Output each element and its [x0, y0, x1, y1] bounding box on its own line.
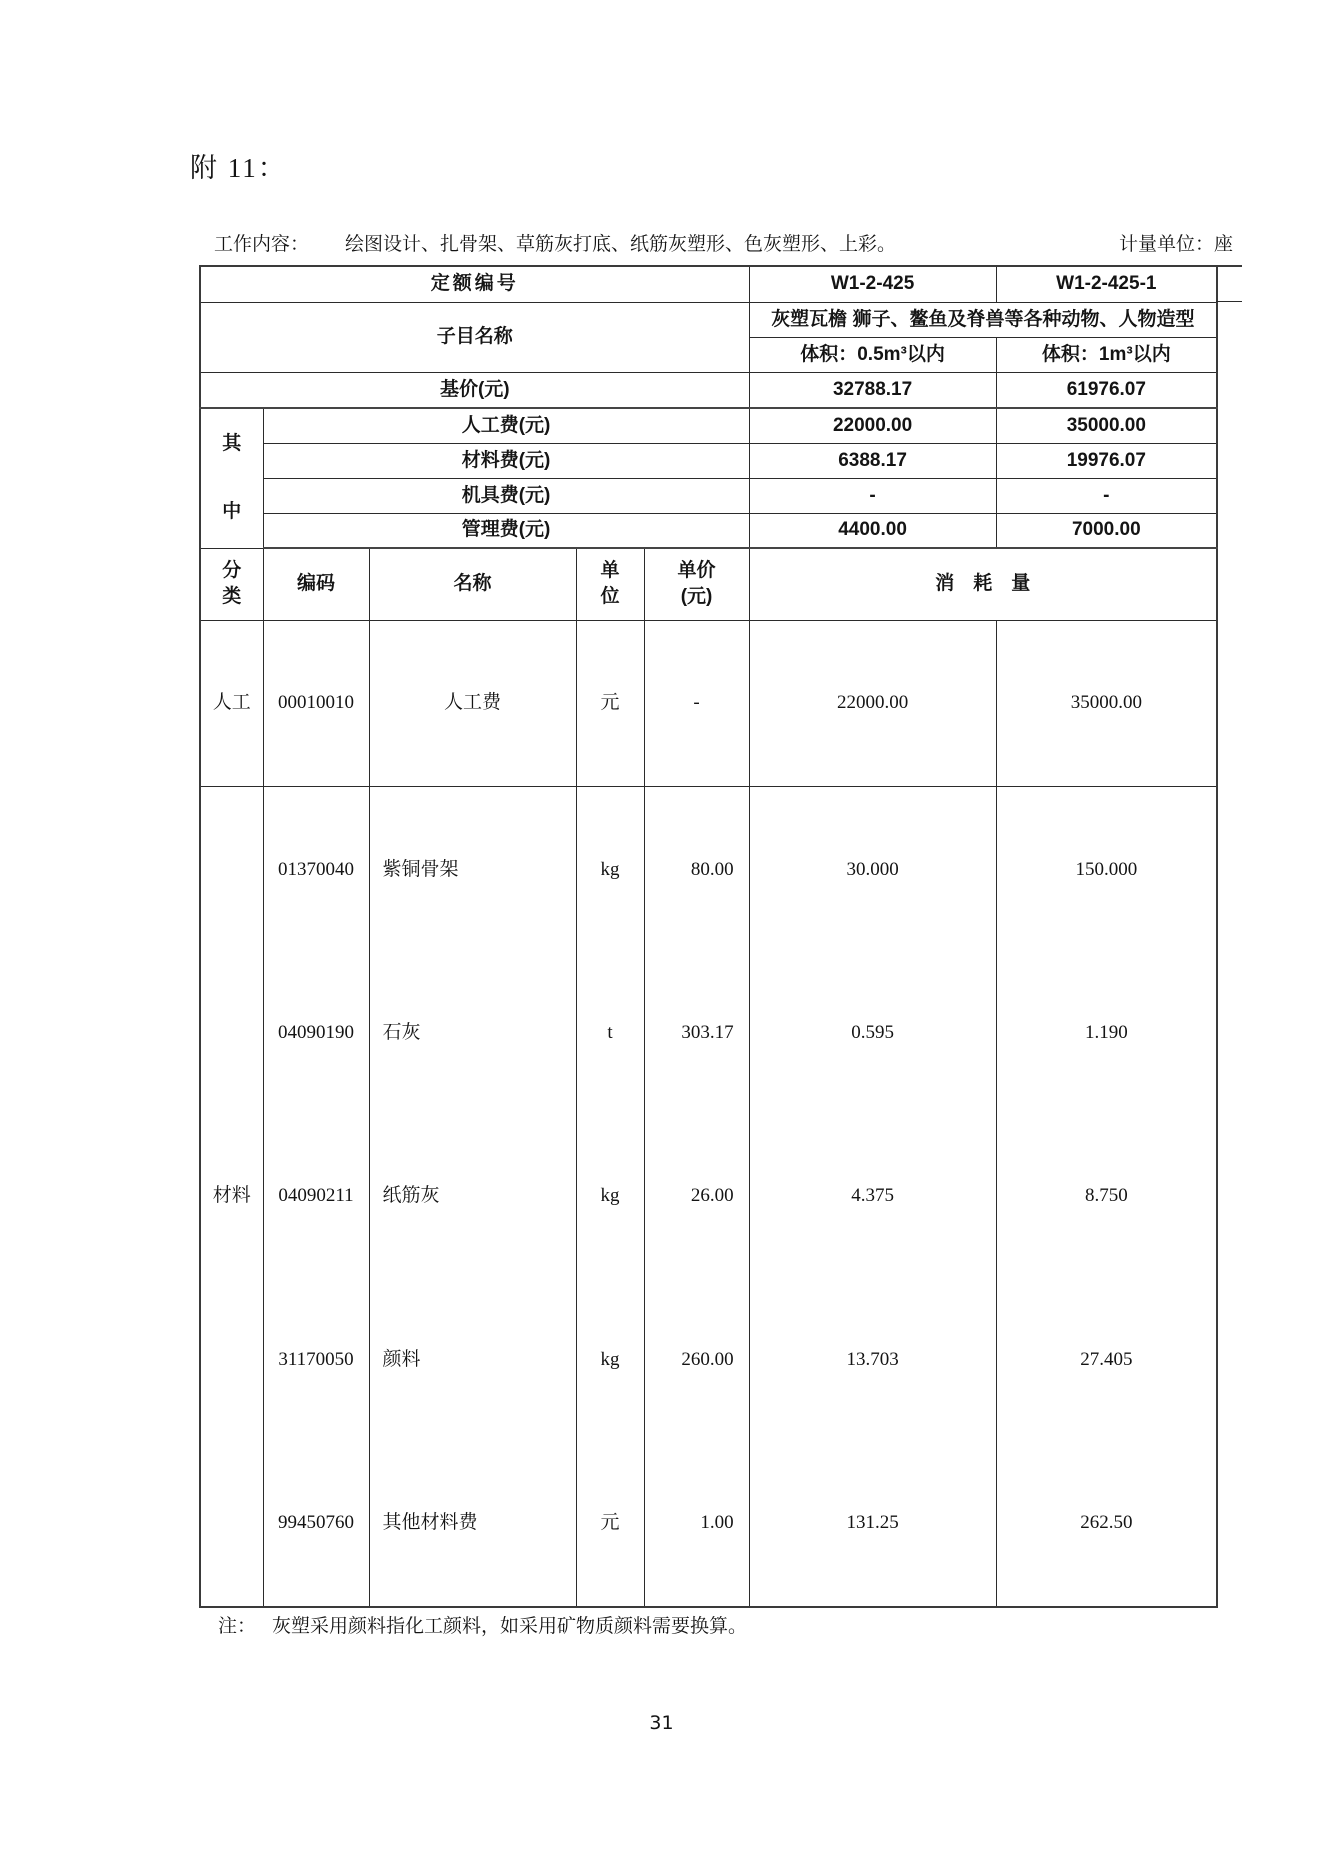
material-price: 260.00 — [681, 1348, 734, 1370]
labor-detail-row — [200, 620, 1217, 786]
material-qty-1: 131.25 — [846, 1512, 899, 1534]
material-qty-1: 30.000 — [846, 858, 899, 880]
material-qty-1: 0.595 — [851, 1021, 894, 1043]
item-spec-1: 体积：0.5m³以内 — [749, 337, 996, 372]
component-value: 6388.17 — [749, 443, 996, 478]
component-label: 管理费(元) — [263, 513, 749, 548]
header-category-line2: 类 — [222, 586, 242, 607]
header-category — [200, 548, 263, 620]
base-price-label: 基价(元) — [200, 372, 749, 408]
among-label-bottom: 中 — [222, 501, 242, 523]
material-name: 颜料 — [382, 1348, 421, 1370]
item-name-label: 子目名称 — [200, 302, 749, 372]
header-code: 编码 — [263, 548, 369, 620]
labor-qty-1: 22000.00 — [749, 620, 996, 786]
material-qty-2: 262.50 — [1080, 1512, 1133, 1534]
header-unit-price — [644, 548, 749, 620]
item-title-row — [200, 302, 1217, 337]
material-code-column — [263, 786, 369, 1607]
header-consumption: 消 耗 量 — [749, 548, 1217, 620]
material-price: 303.17 — [681, 1021, 734, 1043]
material-name-column — [369, 786, 576, 1607]
header-unit — [576, 548, 644, 620]
material-name: 紫铜骨架 — [382, 858, 459, 880]
material-qty-2: 27.405 — [1080, 1348, 1133, 1370]
material-price: 1.00 — [700, 1512, 734, 1534]
material-code: 04090190 — [278, 1021, 354, 1043]
material-code: 31170050 — [278, 1348, 354, 1370]
component-label: 机具费(元) — [263, 478, 749, 513]
header-unit-line2: 位 — [600, 586, 620, 608]
material-name: 纸筋灰 — [382, 1185, 440, 1207]
header-category-line1: 分 — [222, 560, 242, 582]
material-qty-1: 4.375 — [851, 1185, 894, 1207]
component-value: 19976.07 — [996, 443, 1217, 478]
note-label: 注： — [218, 1616, 257, 1637]
component-value: 35000.00 — [996, 408, 1217, 443]
material-qty-2: 150.000 — [1075, 858, 1138, 880]
material-qty-1: 13.703 — [846, 1348, 899, 1370]
work-content-text: 绘图设计、扎骨架、草筋灰打底、纸筋灰塑形、色灰塑形、上彩。 — [345, 234, 897, 255]
material-qty-2: 8.750 — [1084, 1185, 1128, 1207]
detail-header-row — [200, 548, 1217, 620]
quota-code-2: W1-2-425-1 — [996, 266, 1217, 302]
base-price-1: 32788.17 — [749, 372, 996, 408]
table-top-border-overhang — [1216, 265, 1242, 267]
material-unit-column — [576, 786, 644, 1607]
quota-table — [199, 265, 1218, 1608]
work-content-line — [0, 229, 1323, 257]
management-cost-row — [200, 513, 1217, 548]
header-name: 名称 — [369, 548, 576, 620]
quota-code-label: 定额编号 — [200, 266, 749, 302]
header-unit-price-line1: 单价 — [677, 560, 716, 582]
component-label: 材料费(元) — [263, 443, 749, 478]
material-cost-row — [200, 443, 1217, 478]
header-unit-line1: 单 — [600, 560, 620, 582]
among-label-cell — [200, 408, 263, 548]
material-category: 材料 — [200, 786, 263, 1607]
component-value: - — [996, 478, 1217, 513]
material-price-column — [644, 786, 749, 1607]
component-value: - — [749, 478, 996, 513]
material-name: 其他材料费 — [382, 1512, 478, 1534]
material-detail-section — [200, 786, 1217, 1607]
labor-name: 人工费 — [369, 620, 576, 786]
header-unit-price-line2: (元) — [680, 586, 713, 608]
labor-cost-row — [200, 408, 1217, 443]
material-price: 80.00 — [690, 858, 734, 880]
among-label-top: 其 — [222, 433, 242, 455]
attachment-label: 附 11： — [190, 153, 287, 183]
labor-code: 00010010 — [263, 620, 369, 786]
labor-category: 人工 — [200, 620, 263, 786]
page-number: 31 — [649, 1712, 674, 1734]
material-unit: t — [607, 1021, 613, 1043]
labor-qty-2: 35000.00 — [996, 620, 1217, 786]
material-unit: kg — [600, 1348, 620, 1370]
material-code: 04090211 — [278, 1185, 354, 1207]
material-unit: kg — [600, 1185, 620, 1207]
base-price-row — [200, 372, 1217, 408]
material-price: 26.00 — [690, 1185, 734, 1207]
component-label: 人工费(元) — [263, 408, 749, 443]
quota-code-1: W1-2-425 — [749, 266, 996, 302]
material-unit: kg — [600, 858, 620, 880]
material-name: 石灰 — [382, 1021, 421, 1043]
note-text: 灰塑采用颜料指化工颜料，如采用矿物质颜料需要换算。 — [272, 1616, 748, 1637]
component-value: 4400.00 — [749, 513, 996, 548]
quota-code-row — [200, 266, 1217, 302]
machine-cost-row — [200, 478, 1217, 513]
item-spec-2: 体积：1m³以内 — [996, 337, 1217, 372]
material-code: 99450760 — [278, 1512, 354, 1534]
item-title: 灰塑瓦檐 狮子、鳌鱼及脊兽等各种动物、人物造型 — [749, 302, 1217, 337]
material-qty1-column — [749, 786, 996, 1607]
material-qty2-column — [996, 786, 1217, 1607]
base-price-2: 61976.07 — [996, 372, 1217, 408]
material-qty-2: 1.190 — [1084, 1021, 1128, 1043]
table-row1-border-overhang — [1216, 301, 1242, 302]
labor-price: - — [644, 620, 749, 786]
labor-unit: 元 — [576, 620, 644, 786]
component-value: 7000.00 — [996, 513, 1217, 548]
component-value: 22000.00 — [749, 408, 996, 443]
material-unit: 元 — [600, 1512, 620, 1534]
material-code: 01370040 — [278, 858, 354, 880]
measure-unit-label: 计量单位：座 — [1118, 234, 1233, 255]
work-content-label: 工作内容： — [214, 234, 310, 255]
